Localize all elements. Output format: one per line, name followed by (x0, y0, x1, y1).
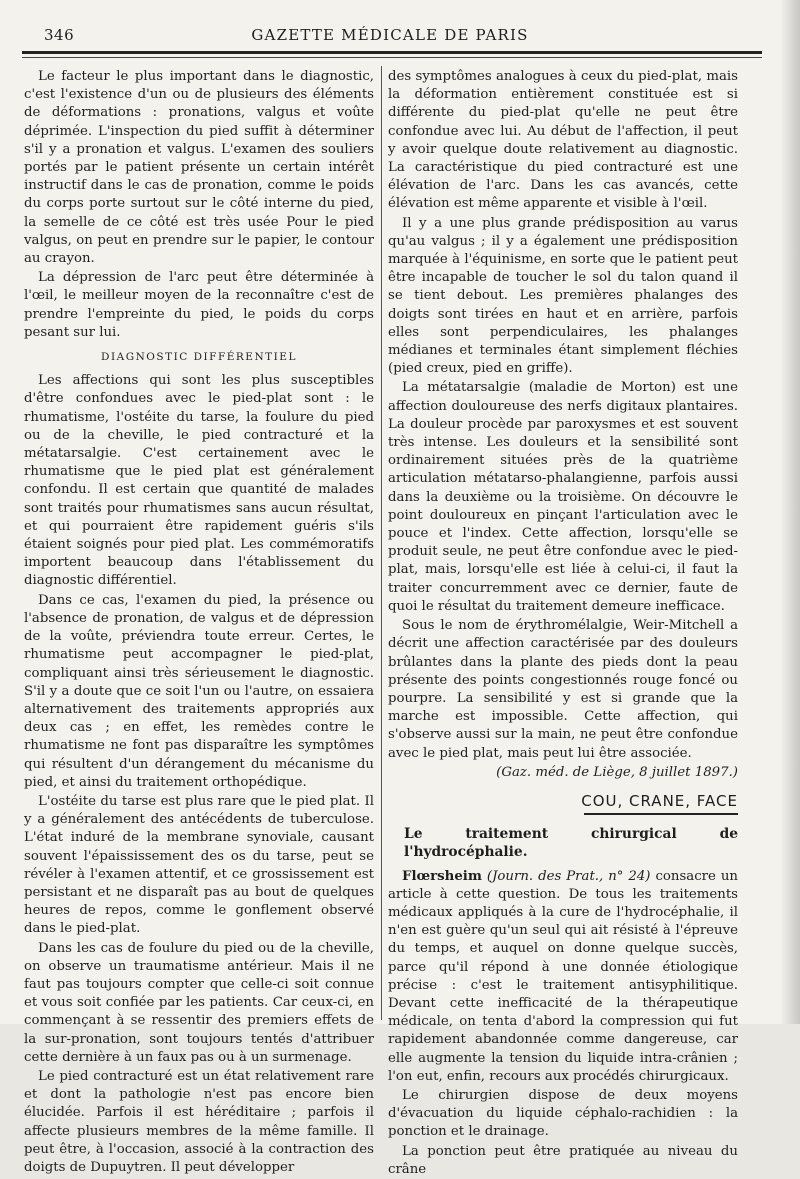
paragraph: Les affections qui sont les plus susceptibles d'être confondues avec le pied-plat sont : le rhumatisme, l'ostéite du tarse, la foulure du pied ou de la cheville, le pied contracturé et la métatarsalgie. C'est certainement avec le rhumatisme que le pied plat est généralement confondu. Il est certain que quantité de malades sont traités pour rhumatismes sans aucun résultat, et qui pourraient être rapidement guéris s'ils étaient soignés pour pied plat. Les commémoratifs importent beaucoup dans l'établissement du diagnostic différentiel. (24, 373, 374, 589)
paragraph: Le chirurgien dispose de deux moyens d'évacuation du liquide céphalo-rachidien : la ponction et le drainage. (388, 1087, 738, 1140)
section-rule (584, 813, 738, 815)
paragraph: Le pied contracturé est un état relativement rare et dont la pathologie n'est pas encore bien élucidée. Parfois il est héréditaire ; parfois il affecte plusieurs membres de la même famille. Il peut être, à l'occasion, associé à la contraction des doigts de Dupuytren. Il peut développer (24, 1068, 374, 1175)
header-rule-thick (22, 51, 762, 54)
journal-reference: (Journ. des Prat., n° 24) (486, 868, 651, 884)
header-rule-thin (22, 57, 762, 58)
paragraph: La dépression de l'arc peut être déterminée à l'œil, le meilleur moyen de la reconnaître c'est de prendre l'empreinte du pied, le poids du corps pesant sur lui. (24, 270, 374, 340)
paragraph (388, 868, 738, 1086)
paragraph: Il y a une plus grande prédisposition au varus qu'au valgus ; il y a également une prédisposition marquée à l'équinisme, en sorte que le patient peut être incapable de toucher le sol du talon quand il se tient debout. Les premières phalanges des doigts sont tirées en haut et en arrière, parfois elles sont perpendiculaires, les phalanges médianes et terminales étant simplement fléchies (pied creux, pied en griffe). (388, 215, 738, 377)
page-edge-shadow (780, 0, 800, 1024)
page-header (30, 18, 750, 48)
paragraph: Dans ce cas, l'examen du pied, la présence ou l'absence de pronation, de valgus et de dépression de la voûte, préviendra toute erreur. Certes, le rhumatisme peut accompagner le pied-plat, compliquant ainsi très sérieusement le diagnostic. S'il y a doute que ce soit l'un ou l'autre, on essaiera alternativement des traitements appropriés aux deux cas ; en effet, les remèdes contre le rhumatisme ne font pas disparaître les symptômes qui résultent d'un dérangement du mécanisme du pied, et ainsi du traitement orthopédique. (24, 592, 374, 790)
left-column (24, 68, 374, 1175)
paragraph: L'ostéite du tarse est plus rare que le pied plat. Il y a généralement des antécédents de tuberculose. L'état induré de la membrane synoviale, causant souvent l'épaississement des os du tarse, peut se révéler à l'examen attentif, et ce grossissement est persistant et ne disparaît pas au bout de quelques heures de repos, comme le gonflement observé dans le pied-plat. (24, 793, 374, 937)
paragraph: des symptômes analogues à ceux du pied-plat, mais la déformation entièrement constituée est si différente du pied-plat qu'elle ne peut être confondue avec lui. Au début de l'affection, il peut y avoir quelque doute relativement au diagnostic. La caractéristique du pied contracturé est une élévation de l'arc. Dans les cas avancés, cette élévation est même apparente et visible à l'œil. (388, 69, 738, 212)
paragraph: La ponction peut être pratiquée au niveau du crâne (388, 1143, 738, 1177)
paragraph-text: consacre un article à cette question. De tous les traitements médicaux appliqués à la cure de l'hydrocéphalie, il n'en est guère qu'un seul qui ait résisté à l'épreuve du temps, et auquel on donne quelque succès, parce qu'il répond à une donnée étiologique précise : c'est le traitement antisyphilitique. Devant cette inefficacité de la thérapeutique médicale, on tenta d'abord la compression qui fut rapidement abandonnée comme dangereuse, car elle augmente la tension du liquide intra-crânien ; l'on eut, enfin, recours aux procédés chirurgicaux. (388, 868, 738, 1084)
citation: (Gaz. méd. de Liège, 8 juillet 1897.) (496, 764, 738, 780)
section-heading: COU, CRANE, FACE (581, 791, 738, 810)
author-name: Flœrsheim (402, 868, 482, 884)
paragraph: Dans les cas de foulure du pied ou de la cheville, on observe un traumatisme antérieur. Mais il ne faut pas toujours compter que celle-ci soit connue et vous soit confiée par les patients. Car ceux-ci, en commençant à se ressentir des premiers effets de la sur-pronation, sont toujours tentés d'attribuer cette dernière à un faux pas ou à un surmenage. (24, 940, 374, 1065)
paragraph: Le facteur le plus important dans le diagnostic, c'est l'existence d'un ou de plusieurs des éléments de déformations : pronations, valgus et voûte déprimée. L'inspection du pied suffit à déterminer s'il y a pronation et valgus. L'examen des souliers portés par le patient présente un certain intérêt instructif dans le cas de pronation, comme le poids du corps porte surtout sur le côté interne du pied, la semelle de ce côté est très usée Pour le pied valgus, on peut en prendre sur le papier, le contour au crayon. (24, 69, 374, 267)
right-column (388, 68, 738, 1177)
paragraph: La métatarsalgie (maladie de Morton) est une affection douloureuse des nerfs digitaux plantaires. La douleur procède par paroxysmes et est souvent très intense. Les douleurs et la sensibilité sont ordinairement situées près de la quatrième articulation métatarso-phalangienne, parfois aussi dans la deuxième ou la troisième. On découvre le point douloureux en pinçant l'articulation avec le pouce et l'index. Cette affection, lorsqu'elle se produit seule, ne peut être confondue avec le pied-plat, mais, lorsqu'elle est liée à celui-ci, il faut la traiter concurremment avec ce dernier, faute de quoi le résultat du traitement demeure inefficace. (388, 380, 738, 614)
article-title: Le traitement chirurgical de l'hydrocéphalie. (404, 826, 738, 861)
column-divider (381, 66, 382, 1020)
paragraph: Sous le nom de érythromélalgie, Weir-Mitchell a décrit une affection caractérisée par des douleurs brûlantes dans la plante des pieds dont la peau présente des points congestionnés rouge foncé ou pourpre. La sensibilité y est si grande que la marche est impossible. Cette affection, qui s'observe aussi sur la main, ne peut être confondue avec le pied plat, mais peut lui être associée. (388, 618, 738, 761)
subsection-heading: DIAGNOSTIC DIFFÉRENTIEL (101, 351, 297, 364)
journal-title: GAZETTE MÉDICALE DE PARIS (251, 26, 529, 44)
page-number: 346 (44, 26, 75, 44)
